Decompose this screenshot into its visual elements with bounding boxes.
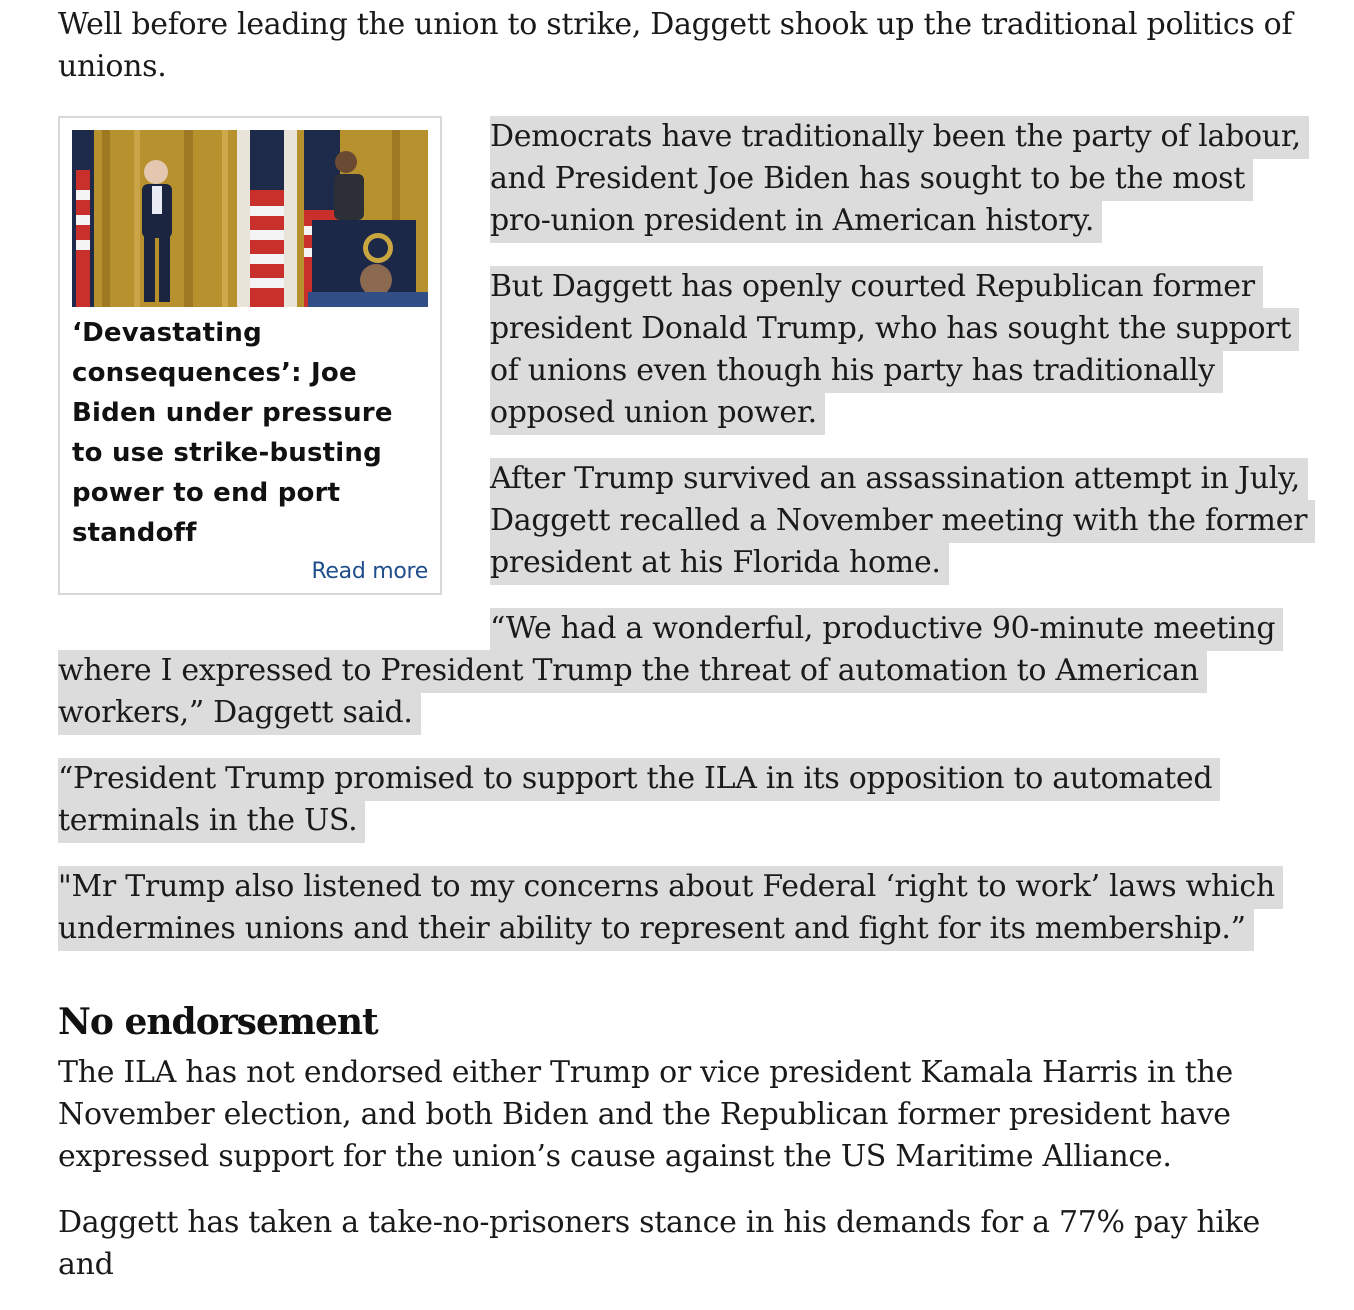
highlighted-text: “We had a wonderful, productive 90-minute meeting where I expressed to President Trump the threat of automation to American workers,” Daggett said. [58,608,1283,735]
read-more-link[interactable]: Read more [311,559,428,584]
paragraph: Daggett has taken a take-no-prisoners stance in his demands for a 77% pay hike and [58,1205,1261,1282]
article-body [58,4,1308,1310]
related-article-card[interactable] [58,116,442,595]
highlighted-text: “President Trump promised to support the ILA in its opposition to automated terminals in the US. [58,758,1220,843]
paragraph [58,866,1308,950]
paragraph: The ILA has not endorsed either Trump or vice president Kamala Harris in the November election, and both Biden and the Republican former president have expressed support for the union’s cause against the US Maritime Alliance. [58,1055,1233,1174]
paragraph [58,608,1308,734]
section-heading: No endorsement [58,1001,378,1043]
highlighted-text: Democrats have traditionally been the party of labour, and President Joe Biden has sought to be the most pro-union president in American history. [490,116,1309,243]
related-article-image[interactable] [72,130,428,307]
highlighted-text: But Daggett has openly courted Republican former president Donald Trump, who has sought the support of unions even though his party has traditionally opposed union power. [490,266,1299,435]
related-article-title[interactable]: ‘Devastating consequences’: Joe Biden under pressure to use strike-busting power to end port standoff [72,318,393,548]
paragraph-intro: Well before leading the union to strike, Daggett shook up the traditional politics of unions. [58,7,1293,84]
highlighted-text: "Mr Trump also listened to my concerns about Federal ‘right to work’ laws which undermines unions and their ability to represent and fight for its membership.” [58,866,1283,951]
highlighted-text: After Trump survived an assassination attempt in July, Daggett recalled a November meeting with the former president at his Florida home. [490,458,1315,585]
paragraph [58,758,1308,842]
